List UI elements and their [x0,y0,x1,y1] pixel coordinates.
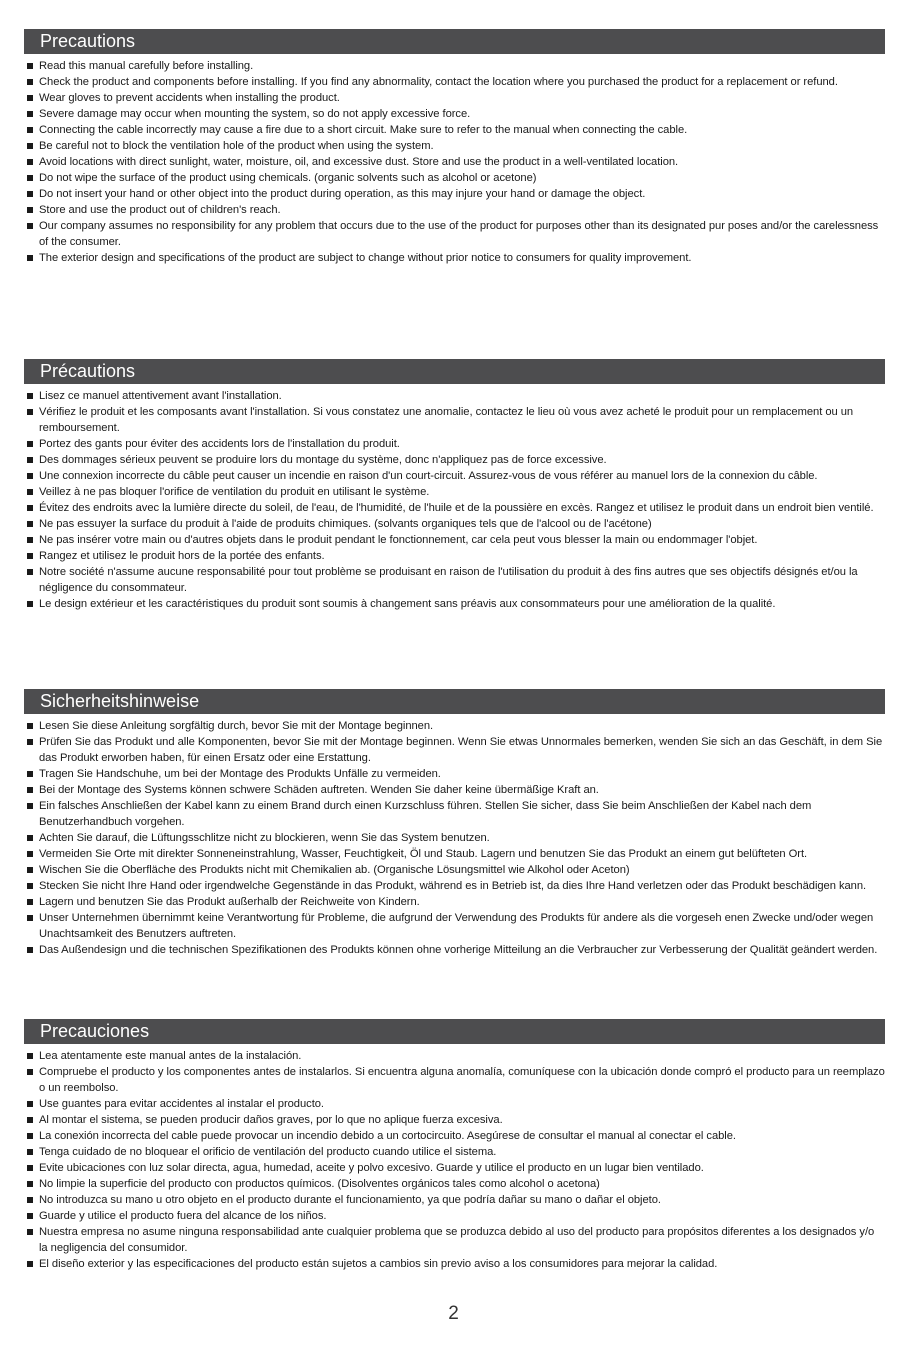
precaution-list [24,718,885,958]
page-number: 2 [448,1303,459,1324]
section-precautions-en [24,29,885,266]
precaution-list [24,388,885,612]
list-item: No limpie la superficie del producto con productos químicos. (Disolventes orgánicos tales como alcohol o acetona) [24,1176,885,1192]
list-item: Store and use the product out of children's reach. [24,202,885,218]
list-item: Das Außendesign und die technischen Spezifikationen des Produkts können ohne vorherige Mitteilung an die Verbraucher zur Verbesserung der Qualität geändert werden. [24,942,885,958]
list-item: Ne pas insérer votre main ou d'autres objets dans le produit pendant le fonctionnement, car cela peut vous blesser la main ou endommager l'objet. [24,532,885,548]
list-item: Lagern und benutzen Sie das Produkt außerhalb der Reichweite von Kindern. [24,894,885,910]
list-item: Lea atentamente este manual antes de la instalación. [24,1048,885,1064]
list-item: Tenga cuidado de no bloquear el orificio de ventilación del producto cuando utilice el sistema. [24,1144,885,1160]
list-item: Vermeiden Sie Orte mit direkter Sonneneinstrahlung, Wasser, Feuchtigkeit, Öl und Staub. Lagern und benutzen Sie das Produkt an einem gut belüfteten Ort. [24,846,885,862]
list-item: Tragen Sie Handschuhe, um bei der Montage des Produkts Unfälle zu vermeiden. [24,766,885,782]
list-item: Wischen Sie die Oberfläche des Produkts nicht mit Chemikalien ab. (Organische Lösungsmittel wie Alkohol oder Aceton) [24,862,885,878]
section-title: Precauciones [24,1019,885,1044]
list-item: Prüfen Sie das Produkt und alle Komponenten, bevor Sie mit der Montage beginnen. Wenn Sie etwas Unnormales bemerken, wenden Sie sich an das Geschäft, in dem Sie das Produkt erworben haben, für einen Ersatz oder eine Erstattung. [24,734,885,766]
list-item: Une connexion incorrecte du câble peut causer un incendie en raison d'un court-circuit. Assurez-vous de vous référer au manuel lors de la connexion du câble. [24,468,885,484]
list-item: The exterior design and specifications of the product are subject to change without prior notice to consumers for quality improvement. [24,250,885,266]
list-item: Lesen Sie diese Anleitung sorgfältig durch, bevor Sie mit der Montage beginnen. [24,718,885,734]
list-item: Use guantes para evitar accidentes al instalar el producto. [24,1096,885,1112]
list-item: Connecting the cable incorrectly may cause a fire due to a short circuit. Make sure to refer to the manual when connecting the cable. [24,122,885,138]
list-item: Nuestra empresa no asume ninguna responsabilidad ante cualquier problema que se produzca debido al uso del producto para propósitos diferentes a los designados y/o la negligencia del consumidor. [24,1224,885,1256]
list-item: Vérifiez le produit et les composants avant l'installation. Si vous constatez une anomalie, contactez le lieu où vous avez acheté le produit pour un remplacement ou un remboursement. [24,404,885,436]
list-item: Compruebe el producto y los componentes antes de instalarlos. Si encuentra alguna anomalía, comuníquese con la ubicación donde compró el producto para un reemplazo o un reembolso. [24,1064,885,1096]
section-precautions-es [24,1019,885,1272]
list-item: Rangez et utilisez le produit hors de la portée des enfants. [24,548,885,564]
list-item: Wear gloves to prevent accidents when installing the product. [24,90,885,106]
list-item: Portez des gants pour éviter des accidents lors de l'installation du produit. [24,436,885,452]
list-item: Do not wipe the surface of the product using chemicals. (organic solvents such as alcohol or acetone) [24,170,885,186]
precaution-list [24,58,885,266]
section-precautions-fr [24,359,885,612]
list-item: Severe damage may occur when mounting the system, so do not apply excessive force. [24,106,885,122]
list-item: Ne pas essuyer la surface du produit à l'aide de produits chimiques. (solvants organiques tels que de l'alcool ou de l'acétone) [24,516,885,532]
list-item: Guarde y utilice el producto fuera del alcance de los niños. [24,1208,885,1224]
list-item: Avoid locations with direct sunlight, water, moisture, oil, and excessive dust. Store and use the product in a well-ventilated location. [24,154,885,170]
list-item: Notre société n'assume aucune responsabilité pour tout problème se produisant en raison de l'utilisation du produit à des fins autres que ses objectifs désignés et/ou la négligence du consommateur. [24,564,885,596]
list-item: Ein falsches Anschließen der Kabel kann zu einem Brand durch einen Kurzschluss führen. Stellen Sie sicher, dass Sie beim Anschließen der Kabel nach dem Benutzerhandbuch vorgehen. [24,798,885,830]
section-title: Précautions [24,359,885,384]
list-item: El diseño exterior y las especificaciones del producto están sujetos a cambios sin previo aviso a los consumidores para mejorar la calidad. [24,1256,885,1272]
list-item: Do not insert your hand or other object into the product during operation, as this may injure your hand or damage the object. [24,186,885,202]
list-item: Stecken Sie nicht Ihre Hand oder irgendwelche Gegenstände in das Produkt, während es in Betrieb ist, da dies Ihre Hand verletzen oder das Produkt beschädigen kann. [24,878,885,894]
list-item: No introduzca su mano u otro objeto en el producto durante el funcionamiento, ya que podría dañar su mano o dañar el objeto. [24,1192,885,1208]
section-title: Sicherheitshinweise [24,689,885,714]
list-item: Des dommages sérieux peuvent se produire lors du montage du système, donc n'appliquez pas de force excessive. [24,452,885,468]
section-title: Precautions [24,29,885,54]
list-item: Achten Sie darauf, die Lüftungsschlitze nicht zu blockieren, wenn Sie das System benutzen. [24,830,885,846]
list-item: Le design extérieur et les caractéristiques du produit sont soumis à changement sans préavis aux consommateurs pour une amélioration de la qualité. [24,596,885,612]
list-item: Bei der Montage des Systems können schwere Schäden auftreten. Wenden Sie daher keine übermäßige Kraft an. [24,782,885,798]
list-item: Veillez à ne pas bloquer l'orifice de ventilation du produit en utilisant le système. [24,484,885,500]
list-item: Read this manual carefully before installing. [24,58,885,74]
list-item: Be careful not to block the ventilation hole of the product when using the system. [24,138,885,154]
list-item: La conexión incorrecta del cable puede provocar un incendio debido a un cortocircuito. Asegúrese de consultar el manual al conectar el cable. [24,1128,885,1144]
list-item: Évitez des endroits avec la lumière directe du soleil, de l'eau, de l'humidité, de l'huile et de la poussière en excès. Rangez et utilisez le produit dans un endroit bien ventilé. [24,500,885,516]
list-item: Unser Unternehmen übernimmt keine Verantwortung für Probleme, die aufgrund der Verwendung des Produkts für andere als die vorgeseh enen Zwecke und/oder wegen Unachtsamkeit des Benutzers auftreten. [24,910,885,942]
section-precautions-de [24,689,885,958]
precaution-list [24,1048,885,1272]
list-item: Our company assumes no responsibility for any problem that occurs due to the use of the product for purposes other than its designated pur poses and/or the carelessness of the consumer. [24,218,885,250]
list-item: Evite ubicaciones con luz solar directa, agua, humedad, aceite y polvo excesivo. Guarde y utilice el producto en un lugar bien ventilado. [24,1160,885,1176]
list-item: Lisez ce manuel attentivement avant l'installation. [24,388,885,404]
list-item: Check the product and components before installing. If you find any abnormality, contact the location where you purchased the product for a replacement or refund. [24,74,885,90]
list-item: Al montar el sistema, se pueden producir daños graves, por lo que no aplique fuerza excesiva. [24,1112,885,1128]
